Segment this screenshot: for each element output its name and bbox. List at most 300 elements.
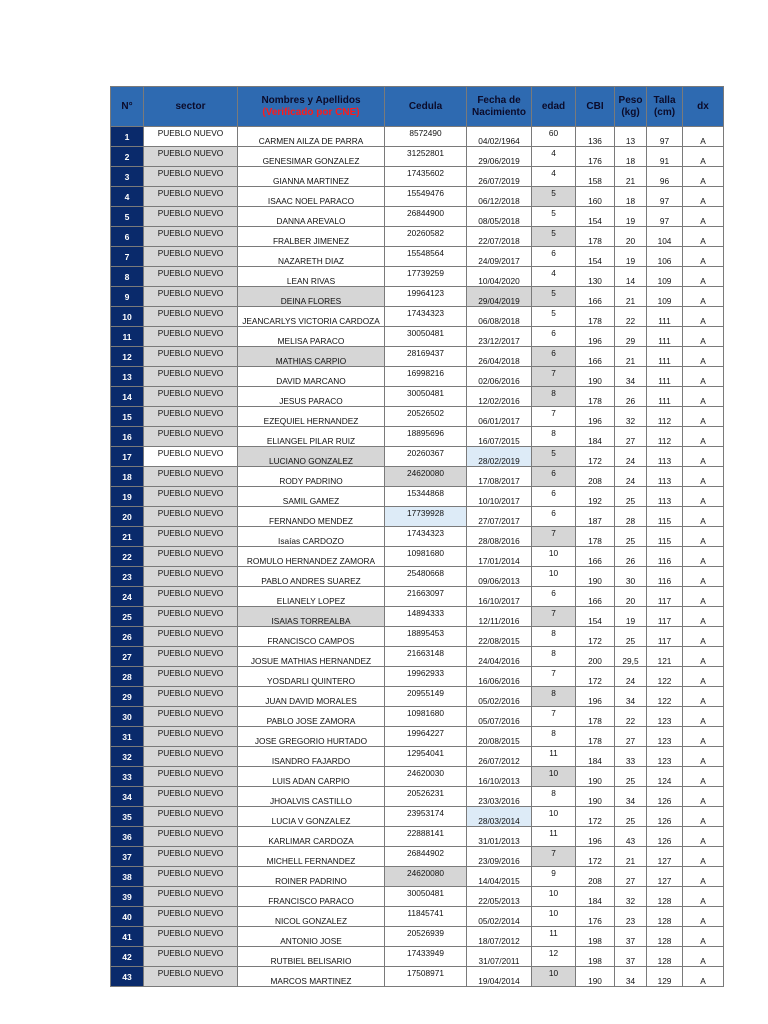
edad-cell: 6 — [532, 467, 576, 487]
peso-cell: 19 — [615, 607, 647, 627]
row-number: 30 — [111, 707, 144, 727]
sector-cell: PUEBLO NUEVO — [144, 467, 238, 487]
cbi-cell: 196 — [576, 327, 615, 347]
talla-cell: 123 — [647, 727, 683, 747]
edad-cell: 5 — [532, 187, 576, 207]
fecha-cell: 05/07/2016 — [467, 707, 532, 727]
fecha-cell: 27/07/2017 — [467, 507, 532, 527]
edad-cell: 10 — [532, 547, 576, 567]
sector-cell: PUEBLO NUEVO — [144, 347, 238, 367]
cbi-cell: 184 — [576, 747, 615, 767]
row-number: 7 — [111, 247, 144, 267]
peso-cell: 27 — [615, 867, 647, 887]
talla-cell: 117 — [647, 587, 683, 607]
cbi-cell: 176 — [576, 147, 615, 167]
edad-cell: 6 — [532, 247, 576, 267]
peso-cell: 21 — [615, 847, 647, 867]
peso-cell: 21 — [615, 287, 647, 307]
row-number: 20 — [111, 507, 144, 527]
dx-cell: A — [683, 867, 724, 887]
cbi-cell: 166 — [576, 287, 615, 307]
col-header-nombres-note: (Verificado por CNE) — [262, 106, 360, 118]
cbi-cell: 184 — [576, 427, 615, 447]
table-row — [111, 967, 724, 987]
peso-cell: 24 — [615, 447, 647, 467]
sector-cell: PUEBLO NUEVO — [144, 367, 238, 387]
peso-cell: 34 — [615, 367, 647, 387]
edad-cell: 4 — [532, 267, 576, 287]
cbi-cell: 196 — [576, 827, 615, 847]
peso-cell: 25 — [615, 767, 647, 787]
cedula-cell: 20260582 — [385, 227, 467, 247]
sector-cell: PUEBLO NUEVO — [144, 847, 238, 867]
edad-cell: 5 — [532, 307, 576, 327]
nombre-cell: MICHELL FERNANDEZ — [238, 847, 385, 867]
talla-cell: 111 — [647, 347, 683, 367]
table-row — [111, 567, 724, 587]
talla-cell: 113 — [647, 447, 683, 467]
cedula-cell: 20526231 — [385, 787, 467, 807]
table-row — [111, 927, 724, 947]
talla-cell: 116 — [647, 547, 683, 567]
edad-cell: 7 — [532, 367, 576, 387]
edad-cell: 7 — [532, 707, 576, 727]
row-number: 6 — [111, 227, 144, 247]
edad-cell: 5 — [532, 227, 576, 247]
table-row — [111, 527, 724, 547]
cedula-cell: 10981680 — [385, 707, 467, 727]
table-row — [111, 347, 724, 367]
dx-cell: A — [683, 507, 724, 527]
sector-cell: PUEBLO NUEVO — [144, 727, 238, 747]
cbi-cell: 208 — [576, 867, 615, 887]
cbi-cell: 196 — [576, 407, 615, 427]
row-number: 31 — [111, 727, 144, 747]
talla-cell: 111 — [647, 327, 683, 347]
col-header-fecha-line1: Fecha de — [477, 94, 521, 106]
fecha-cell: 06/12/2018 — [467, 187, 532, 207]
nombre-cell: JESUS PARACO — [238, 387, 385, 407]
table-row — [111, 547, 724, 567]
fecha-cell: 26/04/2018 — [467, 347, 532, 367]
nombre-cell: PABLO ANDRES SUAREZ — [238, 567, 385, 587]
row-number: 5 — [111, 207, 144, 227]
edad-cell: 7 — [532, 407, 576, 427]
peso-cell: 29 — [615, 327, 647, 347]
nombre-cell: Isaías CARDOZO — [238, 527, 385, 547]
edad-cell: 10 — [532, 887, 576, 907]
talla-cell: 91 — [647, 147, 683, 167]
table-row — [111, 507, 724, 527]
nombre-cell: ANTONIO JOSE — [238, 927, 385, 947]
col-header-cedula: Cedula — [385, 87, 467, 127]
dx-cell: A — [683, 207, 724, 227]
table-row — [111, 647, 724, 667]
row-number: 39 — [111, 887, 144, 907]
nombre-cell: FERNANDO MENDEZ — [238, 507, 385, 527]
sector-cell: PUEBLO NUEVO — [144, 707, 238, 727]
dx-cell: A — [683, 567, 724, 587]
cedula-cell: 17739928 — [385, 507, 467, 527]
nombre-cell: ISANDRO FAJARDO — [238, 747, 385, 767]
cedula-cell: 17433949 — [385, 947, 467, 967]
sector-cell: PUEBLO NUEVO — [144, 867, 238, 887]
peso-cell: 18 — [615, 187, 647, 207]
row-number: 27 — [111, 647, 144, 667]
cedula-cell: 18895696 — [385, 427, 467, 447]
fecha-cell: 31/07/2011 — [467, 947, 532, 967]
sector-cell: PUEBLO NUEVO — [144, 647, 238, 667]
sector-cell: PUEBLO NUEVO — [144, 287, 238, 307]
dx-cell: A — [683, 607, 724, 627]
talla-cell: 115 — [647, 507, 683, 527]
cedula-cell: 19964227 — [385, 727, 467, 747]
cbi-cell: 172 — [576, 847, 615, 867]
dx-cell: A — [683, 667, 724, 687]
cedula-cell: 15549476 — [385, 187, 467, 207]
fecha-cell: 12/02/2016 — [467, 387, 532, 407]
row-number: 15 — [111, 407, 144, 427]
nombre-cell: PABLO JOSE ZAMORA — [238, 707, 385, 727]
dx-cell: A — [683, 387, 724, 407]
cedula-cell: 25480668 — [385, 567, 467, 587]
nombre-cell: YOSDARLI QUINTERO — [238, 667, 385, 687]
fecha-cell: 02/06/2016 — [467, 367, 532, 387]
peso-cell: 27 — [615, 427, 647, 447]
dx-cell: A — [683, 947, 724, 967]
cedula-cell: 30050481 — [385, 387, 467, 407]
talla-cell: 123 — [647, 707, 683, 727]
peso-cell: 21 — [615, 347, 647, 367]
col-header-nombres — [238, 87, 385, 127]
peso-cell: 18 — [615, 147, 647, 167]
dx-cell: A — [683, 787, 724, 807]
talla-cell: 109 — [647, 267, 683, 287]
nombre-cell: RODY PADRINO — [238, 467, 385, 487]
talla-cell: 97 — [647, 127, 683, 147]
fecha-cell: 16/07/2015 — [467, 427, 532, 447]
sector-cell: PUEBLO NUEVO — [144, 667, 238, 687]
peso-cell: 20 — [615, 587, 647, 607]
cbi-cell: 178 — [576, 527, 615, 547]
edad-cell: 10 — [532, 807, 576, 827]
fecha-cell: 16/06/2016 — [467, 667, 532, 687]
dx-cell: A — [683, 767, 724, 787]
talla-cell: 128 — [647, 927, 683, 947]
dx-cell: A — [683, 447, 724, 467]
table-row — [111, 727, 724, 747]
table-row — [111, 667, 724, 687]
cbi-cell: 208 — [576, 467, 615, 487]
talla-cell: 128 — [647, 887, 683, 907]
nombre-cell: SAMIL GAMEZ — [238, 487, 385, 507]
nombre-cell: RUTBIEL BELISARIO — [238, 947, 385, 967]
row-number: 19 — [111, 487, 144, 507]
fecha-cell: 18/07/2012 — [467, 927, 532, 947]
nombre-cell: JHOALVIS CASTILLO — [238, 787, 385, 807]
peso-cell: 21 — [615, 167, 647, 187]
row-number: 4 — [111, 187, 144, 207]
row-number: 17 — [111, 447, 144, 467]
table-row — [111, 487, 724, 507]
cedula-cell: 24620080 — [385, 467, 467, 487]
fecha-cell: 22/08/2015 — [467, 627, 532, 647]
row-number: 40 — [111, 907, 144, 927]
dx-cell: A — [683, 147, 724, 167]
dx-cell: A — [683, 267, 724, 287]
dx-cell: A — [683, 227, 724, 247]
sector-cell: PUEBLO NUEVO — [144, 247, 238, 267]
talla-cell: 109 — [647, 287, 683, 307]
row-number: 36 — [111, 827, 144, 847]
table-row — [111, 767, 724, 787]
nombre-cell: LUCIANO GONZALEZ — [238, 447, 385, 467]
dx-cell: A — [683, 547, 724, 567]
cedula-cell: 31252801 — [385, 147, 467, 167]
peso-cell: 34 — [615, 787, 647, 807]
peso-cell: 34 — [615, 687, 647, 707]
fecha-cell: 29/06/2019 — [467, 147, 532, 167]
sector-cell: PUEBLO NUEVO — [144, 207, 238, 227]
sector-cell: PUEBLO NUEVO — [144, 547, 238, 567]
fecha-cell: 08/05/2018 — [467, 207, 532, 227]
edad-cell: 7 — [532, 607, 576, 627]
talla-cell: 117 — [647, 627, 683, 647]
col-header-nombres-label: Nombres y Apellidos — [261, 94, 361, 106]
edad-cell: 5 — [532, 287, 576, 307]
cbi-cell: 154 — [576, 607, 615, 627]
cedula-cell: 22888141 — [385, 827, 467, 847]
cbi-cell: 158 — [576, 167, 615, 187]
col-header-peso — [615, 87, 647, 127]
cbi-cell: 160 — [576, 187, 615, 207]
fecha-cell: 29/04/2019 — [467, 287, 532, 307]
dx-cell: A — [683, 807, 724, 827]
cedula-cell: 20526502 — [385, 407, 467, 427]
fecha-cell: 12/11/2016 — [467, 607, 532, 627]
fecha-cell: 22/05/2013 — [467, 887, 532, 907]
peso-cell: 14 — [615, 267, 647, 287]
edad-cell: 4 — [532, 147, 576, 167]
talla-cell: 111 — [647, 307, 683, 327]
peso-cell: 32 — [615, 407, 647, 427]
edad-cell: 11 — [532, 927, 576, 947]
peso-cell: 24 — [615, 667, 647, 687]
talla-cell: 122 — [647, 687, 683, 707]
sector-cell: PUEBLO NUEVO — [144, 147, 238, 167]
edad-cell: 10 — [532, 567, 576, 587]
fecha-cell: 23/09/2016 — [467, 847, 532, 867]
fecha-cell: 10/10/2017 — [467, 487, 532, 507]
dx-cell: A — [683, 687, 724, 707]
talla-cell: 104 — [647, 227, 683, 247]
fecha-cell: 23/12/2017 — [467, 327, 532, 347]
peso-cell: 28 — [615, 507, 647, 527]
dx-cell: A — [683, 887, 724, 907]
fecha-cell: 23/03/2016 — [467, 787, 532, 807]
edad-cell: 10 — [532, 967, 576, 987]
edad-cell: 7 — [532, 667, 576, 687]
edad-cell: 8 — [532, 427, 576, 447]
cedula-cell: 10981680 — [385, 547, 467, 567]
fecha-cell: 17/08/2017 — [467, 467, 532, 487]
cedula-cell: 23953174 — [385, 807, 467, 827]
edad-cell: 12 — [532, 947, 576, 967]
table-row — [111, 127, 724, 147]
nombre-cell: FRALBER JIMENEZ — [238, 227, 385, 247]
edad-cell: 8 — [532, 727, 576, 747]
talla-cell: 96 — [647, 167, 683, 187]
table-row — [111, 327, 724, 347]
cbi-cell: 172 — [576, 667, 615, 687]
nombre-cell: MATHIAS CARPIO — [238, 347, 385, 367]
edad-cell: 5 — [532, 207, 576, 227]
fecha-cell: 17/01/2014 — [467, 547, 532, 567]
table-row — [111, 407, 724, 427]
talla-cell: 117 — [647, 607, 683, 627]
edad-cell: 11 — [532, 827, 576, 847]
sector-cell: PUEBLO NUEVO — [144, 947, 238, 967]
talla-cell: 128 — [647, 947, 683, 967]
row-number: 10 — [111, 307, 144, 327]
edad-cell: 8 — [532, 687, 576, 707]
table-row — [111, 687, 724, 707]
nombre-cell: ELIANELY LOPEZ — [238, 587, 385, 607]
nombre-cell: JUAN DAVID MORALES — [238, 687, 385, 707]
table-row — [111, 267, 724, 287]
col-header-fecha — [467, 87, 532, 127]
edad-cell: 9 — [532, 867, 576, 887]
fecha-cell: 06/08/2018 — [467, 307, 532, 327]
edad-cell: 4 — [532, 167, 576, 187]
peso-cell: 34 — [615, 967, 647, 987]
sector-cell: PUEBLO NUEVO — [144, 767, 238, 787]
table-row — [111, 867, 724, 887]
col-header-talla-line2: (cm) — [653, 106, 676, 118]
col-header-n: N° — [111, 87, 144, 127]
dx-cell: A — [683, 347, 724, 367]
sector-cell: PUEBLO NUEVO — [144, 487, 238, 507]
nombre-cell: ROMULO HERNANDEZ ZAMORA — [238, 547, 385, 567]
fecha-cell: 28/02/2019 — [467, 447, 532, 467]
cedula-cell: 8572490 — [385, 127, 467, 147]
row-number: 37 — [111, 847, 144, 867]
peso-cell: 26 — [615, 547, 647, 567]
peso-cell: 23 — [615, 907, 647, 927]
dx-cell: A — [683, 327, 724, 347]
cedula-cell: 11845741 — [385, 907, 467, 927]
talla-cell: 112 — [647, 427, 683, 447]
row-number: 41 — [111, 927, 144, 947]
cedula-cell: 20955149 — [385, 687, 467, 707]
cbi-cell: 190 — [576, 787, 615, 807]
nombre-cell: NICOL GONZALEZ — [238, 907, 385, 927]
peso-cell: 30 — [615, 567, 647, 587]
table-row — [111, 387, 724, 407]
peso-cell: 33 — [615, 747, 647, 767]
talla-cell: 106 — [647, 247, 683, 267]
edad-cell: 6 — [532, 487, 576, 507]
table-row — [111, 167, 724, 187]
edad-cell: 8 — [532, 627, 576, 647]
row-number: 11 — [111, 327, 144, 347]
sector-cell: PUEBLO NUEVO — [144, 687, 238, 707]
cbi-cell: 190 — [576, 767, 615, 787]
nombre-cell: ROINER PADRINO — [238, 867, 385, 887]
table-row — [111, 287, 724, 307]
dx-cell: A — [683, 827, 724, 847]
row-number: 18 — [111, 467, 144, 487]
cbi-cell: 172 — [576, 447, 615, 467]
talla-cell: 129 — [647, 967, 683, 987]
fecha-cell: 20/08/2015 — [467, 727, 532, 747]
nombre-cell: LUCIA V GONZALEZ — [238, 807, 385, 827]
row-number: 22 — [111, 547, 144, 567]
sector-cell: PUEBLO NUEVO — [144, 787, 238, 807]
fecha-cell: 26/07/2012 — [467, 747, 532, 767]
talla-cell: 112 — [647, 407, 683, 427]
table-row — [111, 587, 724, 607]
cbi-cell: 196 — [576, 687, 615, 707]
row-number: 3 — [111, 167, 144, 187]
cedula-cell: 17434323 — [385, 527, 467, 547]
talla-cell: 126 — [647, 787, 683, 807]
cedula-cell: 19962933 — [385, 667, 467, 687]
row-number: 16 — [111, 427, 144, 447]
col-header-peso-line2: (kg) — [621, 106, 640, 118]
edad-cell: 8 — [532, 647, 576, 667]
dx-cell: A — [683, 307, 724, 327]
row-number: 38 — [111, 867, 144, 887]
peso-cell: 25 — [615, 627, 647, 647]
table-row — [111, 307, 724, 327]
sector-cell: PUEBLO NUEVO — [144, 927, 238, 947]
cedula-cell: 12954041 — [385, 747, 467, 767]
sector-cell: PUEBLO NUEVO — [144, 807, 238, 827]
col-header-sector: sector — [144, 87, 238, 127]
table-row — [111, 467, 724, 487]
row-number: 43 — [111, 967, 144, 987]
nombre-cell: EZEQUIEL HERNANDEZ — [238, 407, 385, 427]
row-number: 24 — [111, 587, 144, 607]
fecha-cell: 28/08/2016 — [467, 527, 532, 547]
fecha-cell: 05/02/2014 — [467, 907, 532, 927]
talla-cell: 128 — [647, 907, 683, 927]
cbi-cell: 200 — [576, 647, 615, 667]
peso-cell: 22 — [615, 307, 647, 327]
peso-cell: 32 — [615, 887, 647, 907]
cbi-cell: 178 — [576, 307, 615, 327]
cbi-cell: 166 — [576, 547, 615, 567]
dx-cell: A — [683, 167, 724, 187]
dx-cell: A — [683, 527, 724, 547]
nombre-cell: DANNA AREVALO — [238, 207, 385, 227]
peso-cell: 37 — [615, 927, 647, 947]
table-row — [111, 627, 724, 647]
cedula-cell: 17739259 — [385, 267, 467, 287]
pacientes-table — [110, 86, 724, 987]
row-number: 25 — [111, 607, 144, 627]
edad-cell: 10 — [532, 767, 576, 787]
dx-cell: A — [683, 487, 724, 507]
peso-cell: 29,5 — [615, 647, 647, 667]
cedula-cell: 30050481 — [385, 327, 467, 347]
cedula-cell: 17435602 — [385, 167, 467, 187]
nombre-cell: LUIS ADAN CARPIO — [238, 767, 385, 787]
sector-cell: PUEBLO NUEVO — [144, 427, 238, 447]
fecha-cell: 28/03/2014 — [467, 807, 532, 827]
cbi-cell: 198 — [576, 927, 615, 947]
